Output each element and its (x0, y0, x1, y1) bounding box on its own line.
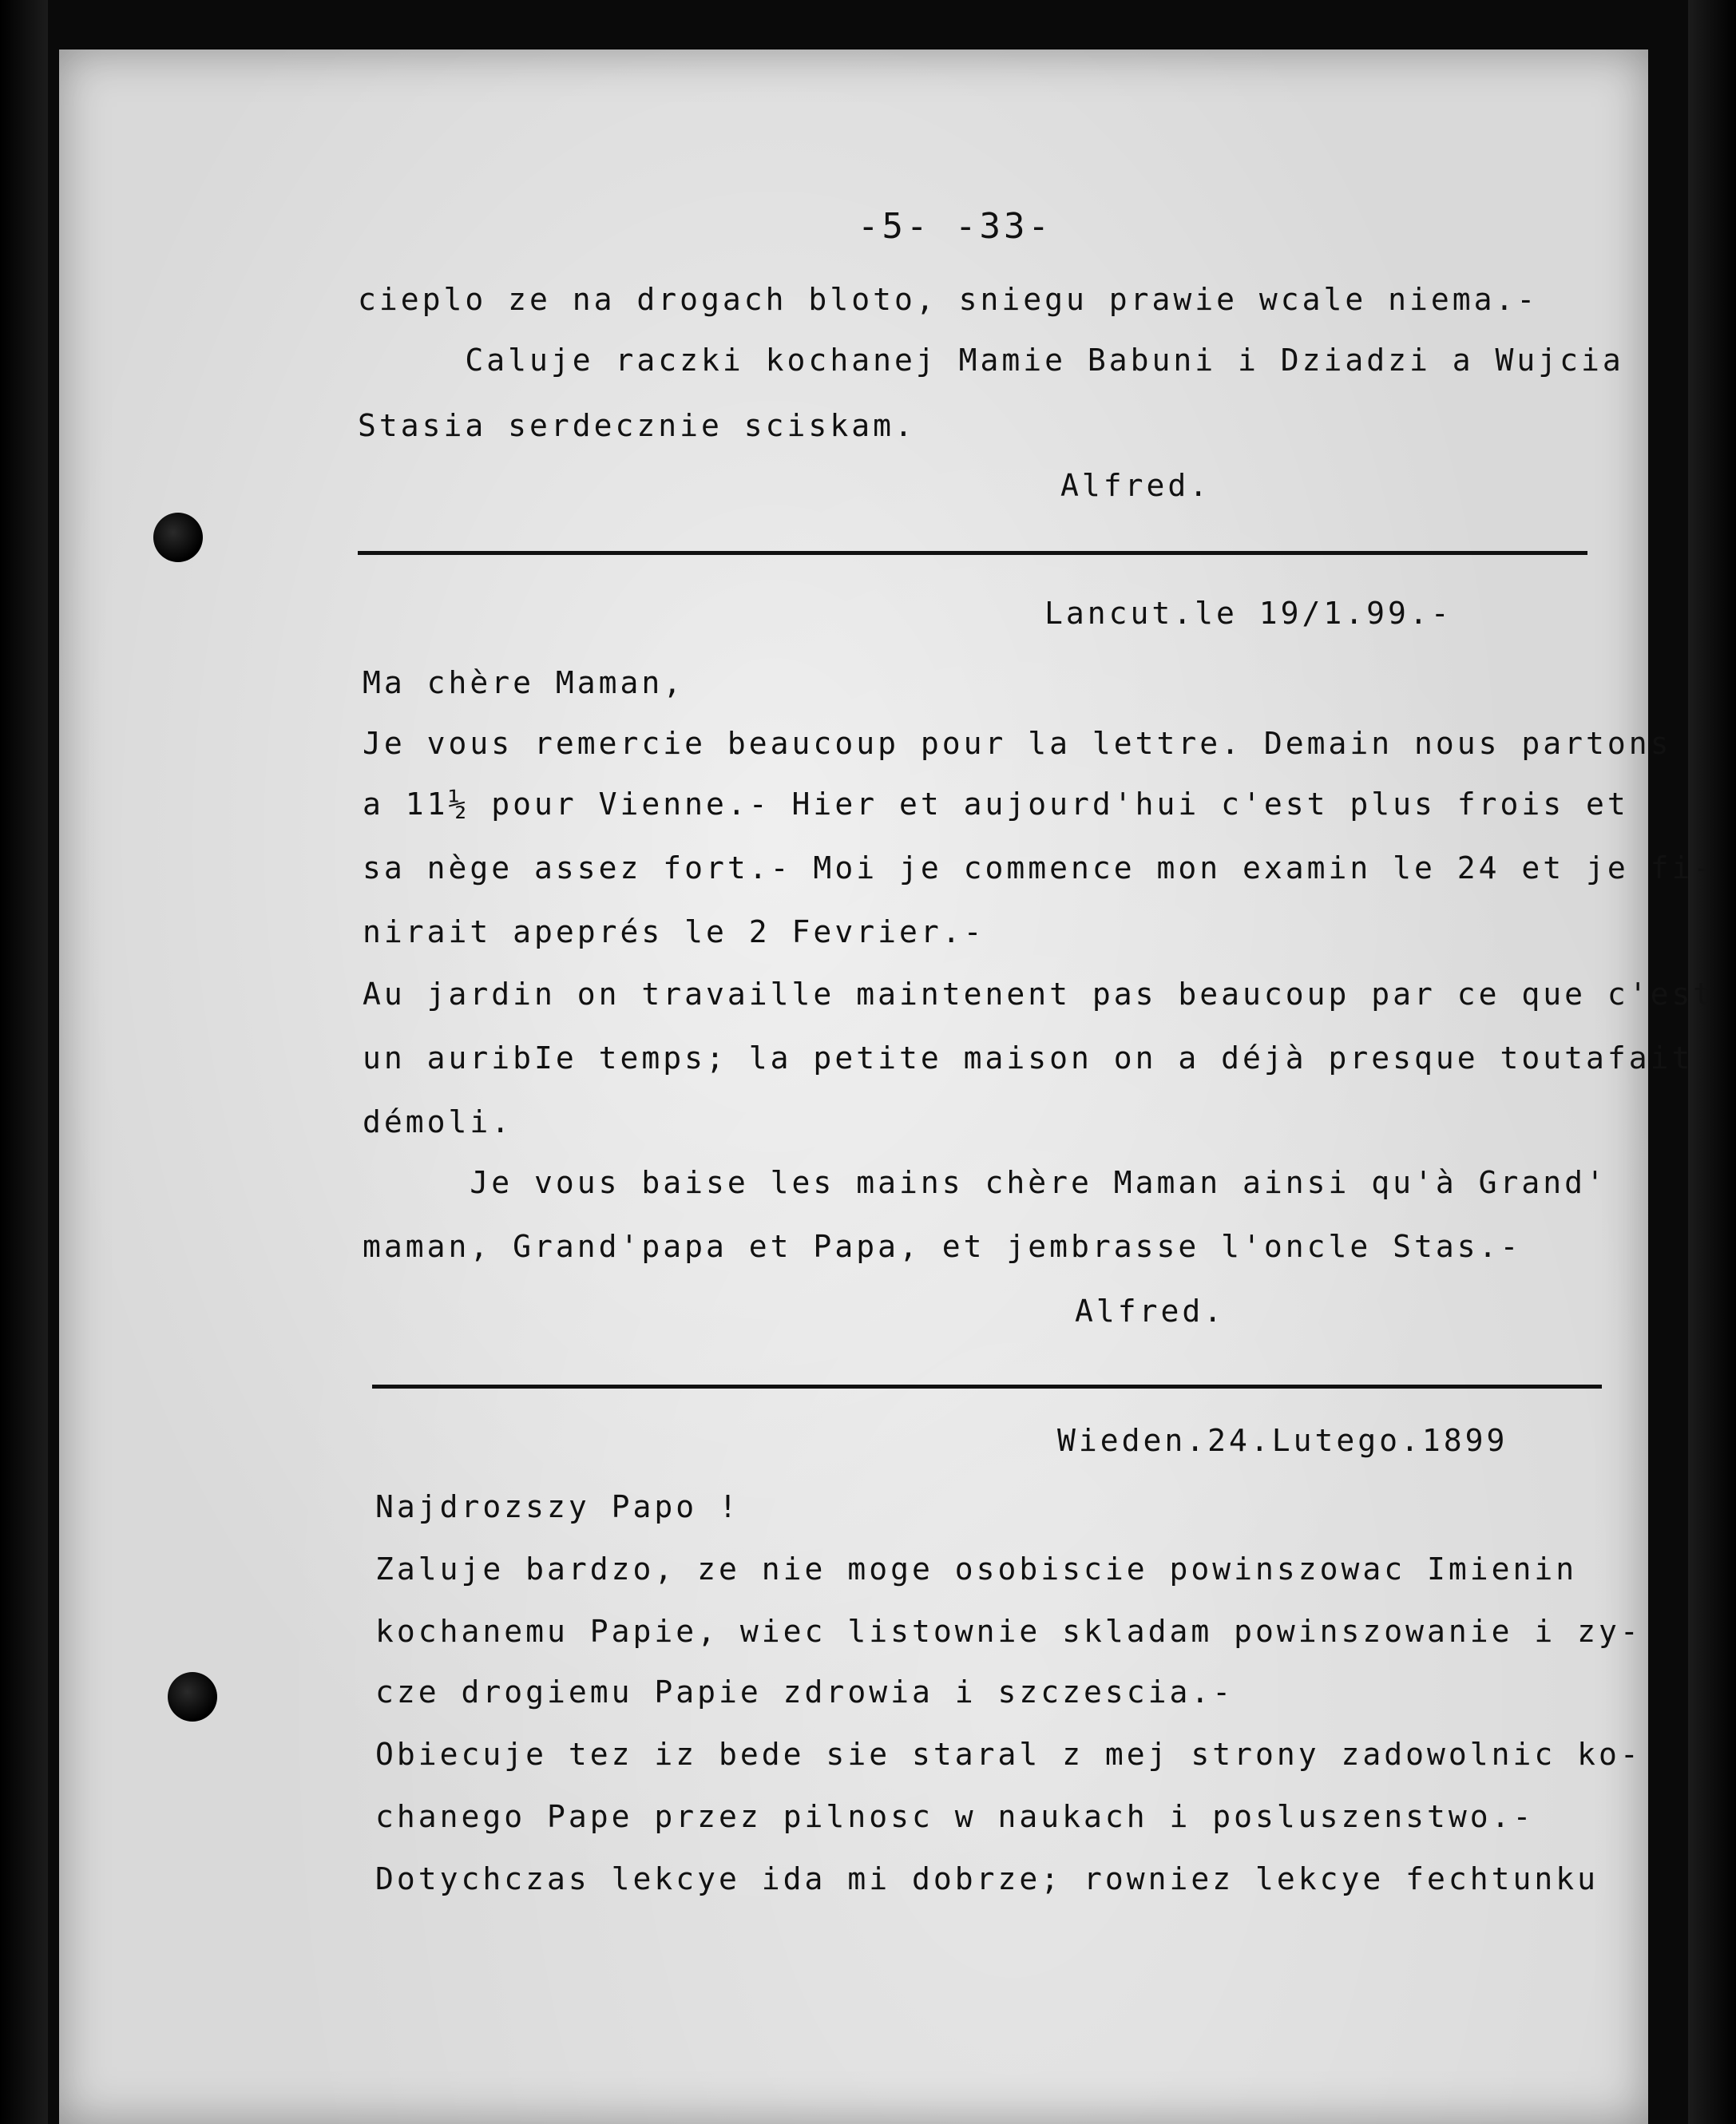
letter-2-salutation: Ma chère Maman, (363, 665, 685, 700)
letter-2-line: un auribIe temps; la petite maison on a déjà presque toutafait (363, 1040, 1694, 1076)
letter-2-line: sa nège assez fort.- Moi je commence mon examin le 24 et je fi- (363, 850, 1715, 886)
letter-1-signature: Alfred. (1060, 468, 1211, 503)
letter-2-line: nirait apeprés le 2 Fevrier.- (363, 914, 985, 949)
right-scan-edge (1688, 0, 1736, 2124)
punch-hole-top (153, 513, 203, 562)
left-scan-edge (0, 0, 48, 2124)
letter-2-line: Je vous remercie beaucoup pour la lettre. Demain nous partons (363, 726, 1672, 761)
typewritten-sheet (59, 50, 1715, 2124)
section-divider-1 (358, 551, 1587, 555)
section-divider-2 (372, 1385, 1602, 1389)
letter-2-date: Lancut.le 19/1.99.- (1044, 596, 1453, 631)
letter-3-line: chanego Pape przez pilnosc w naukach i posluszenstwo.- (375, 1799, 1535, 1834)
letter-3-line: kochanemu Papie, wiec listownie skladam powinszowanie i zy- (375, 1614, 1642, 1649)
letter-2-line: démoli. (363, 1104, 513, 1139)
punch-hole-bottom (168, 1672, 217, 1722)
letter-3-line: Obiecuje tez iz bede sie staral z mej strony zadowolnic ko- (375, 1737, 1642, 1772)
letter-3-date: Wieden.24.Lutego.1899 (1057, 1423, 1508, 1458)
letter-3-line: Zaluje bardzo, ze nie moge osobiscie powinszowac Imienin (375, 1551, 1578, 1587)
letter-1-line: Stasia serdecznie sciskam. (358, 408, 916, 443)
letter-2-signature: Alfred. (1075, 1294, 1226, 1329)
letter-1-line: Caluje raczki kochanej Mamie Babuni i Dziadzi a Wujcia (358, 343, 1624, 378)
letter-1-line: cieplo ze na drogach bloto, sniegu prawie wcale niema.- (358, 282, 1539, 317)
letter-2-line: Je vous baise les mains chère Maman ainsi qu'à Grand' (363, 1165, 1607, 1200)
letter-3-salutation: Najdrozszy Papo ! (375, 1489, 740, 1524)
letter-3-line: cze drogiemu Papie zdrowia i szczescia.- (375, 1674, 1235, 1710)
letter-3-line: Dotychczas lekcye ida mi dobrze; rowniez lekcye fechtunku (375, 1861, 1599, 1896)
page-number: -5- -33- (858, 206, 1052, 247)
letter-2-line: a 11½ pour Vienne.- Hier et aujourd'hui c'est plus frois et (363, 787, 1629, 822)
letter-2-line: Au jardin on travaille maintenent pas beaucoup par ce que c'est (363, 977, 1715, 1012)
letter-2-line: maman, Grand'papa et Papa, et jembrasse l'oncle Stas.- (363, 1229, 1522, 1264)
